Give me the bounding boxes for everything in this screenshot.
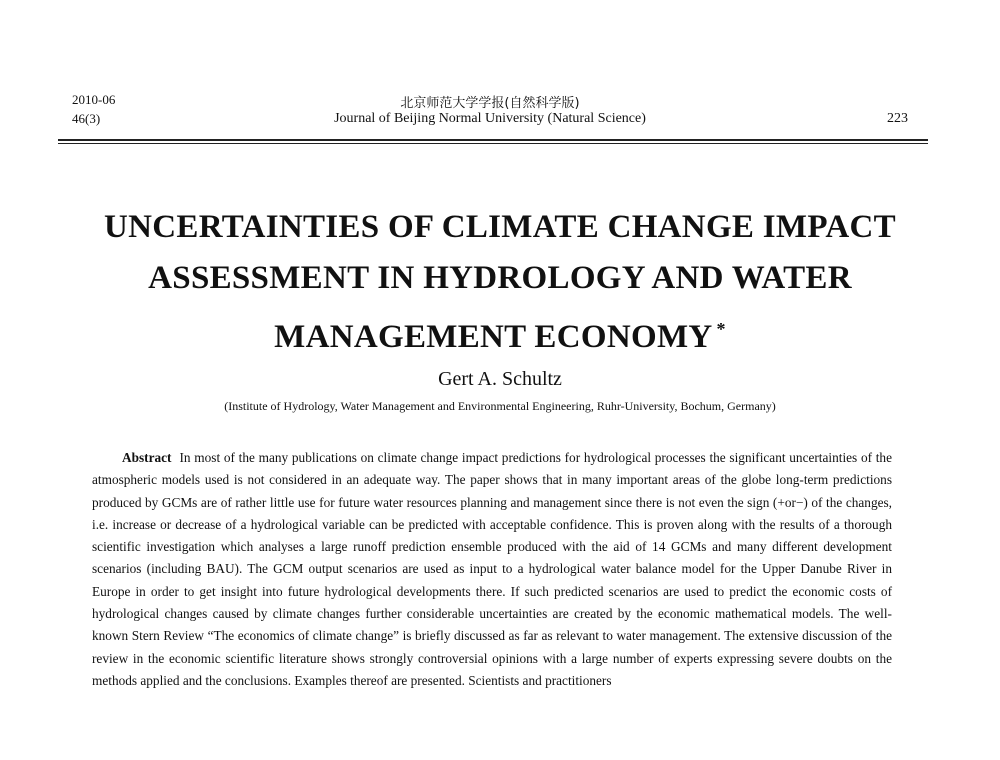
- author-name: Gert A. Schultz: [438, 368, 562, 390]
- title-footnote-mark: *: [716, 319, 726, 339]
- author-affiliation: (Institute of Hydrology, Water Management and Environmental Engineering, Ruhr-University, Bochum, Germany): [224, 399, 776, 413]
- issue-date: 2010-06: [72, 92, 116, 107]
- journal-title-chinese: 北京师范大学学报(自然科学版): [400, 96, 580, 111]
- page-number: 223: [887, 111, 908, 126]
- header-rule-thick: [58, 139, 928, 141]
- header-rule-thin: [58, 143, 928, 144]
- abstract-label: Abstract: [122, 450, 172, 465]
- running-header: [72, 92, 908, 132]
- volume-issue: 46(3): [72, 111, 101, 126]
- abstract: [92, 447, 892, 692]
- paper-title-text: UNCERTAINTIES OF CLIMATE CHANGE IMPACT ASSESSMENT IN HYDROLOGY AND WATER MANAGEMENT ECONOMY: [104, 209, 896, 355]
- paper-title: [40, 202, 960, 363]
- journal-title-english: Journal of Beijing Normal University (Natural Science): [334, 111, 646, 126]
- abstract-text: In most of the many publications on climate change impact predictions for hydrological processes the significant uncertainties of the atmospheric models used is not considered in an adequate way. The paper shows that in many important areas of the globe long-term predictions produced by GCMs are of rather little use for future water resources planning and management since there is not even the sign (+or−) of the changes, i.e. increase or decrease of a hydrological variable can be predicted with acceptable confidence. This is proven along with the results of a thorough scientific investigation which analyses a large runoff prediction ensemble produced with the aid of 14 GCMs and many different development scenarios (including BAU). The GCM output scenarios are used as input to a hydrological water balance model for the Upper Danube River in Europe in order to get insight into future hydrological developments there. If such predicted scenarios are used to predict the economic costs of hydrological changes caused by climate changes further considerable uncertainties are created by the economic mathematical models. The well-known Stern Review “The economics of climate change” is briefly discussed as far as relevant to water management. The extensive discussion of the review in the economic scientific literature shows strongly controversial opinions with a large number of experts expressing severe doubts on the methods applied and the conclusions. Examples thereof are presented. Scientists and practitioners: [92, 450, 892, 688]
